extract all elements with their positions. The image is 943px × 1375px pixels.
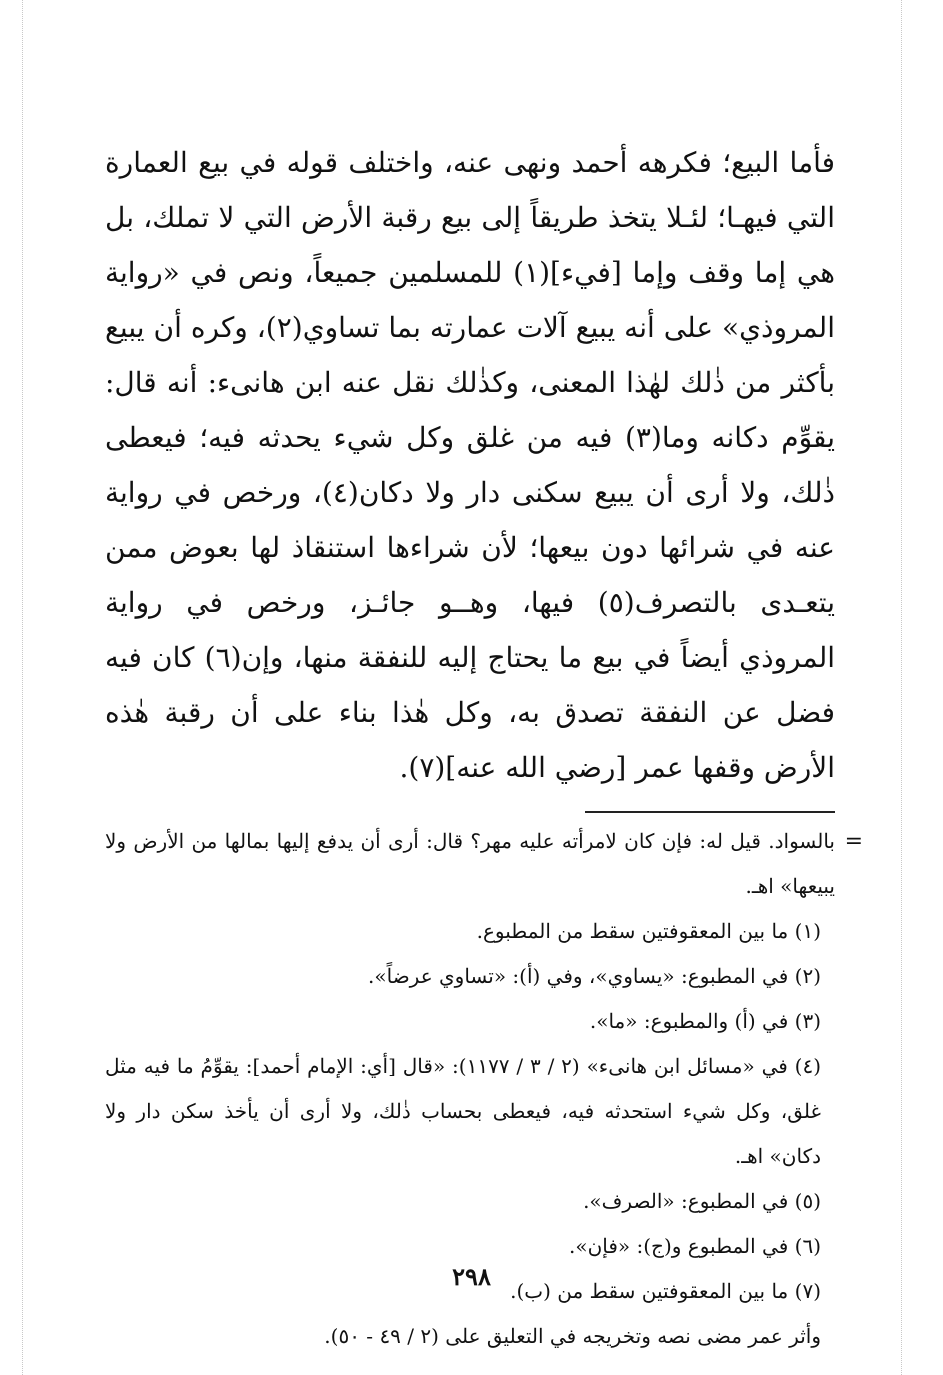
footnote-7: (٧) ما بين المعقوفتين سقط من (ب). — [510, 1279, 821, 1303]
book-page — [105, 135, 863, 1359]
page-number: ٢٩٨ — [452, 1262, 491, 1291]
footnote-3: (٣) في (أ) والمطبوع: «ما». — [589, 1009, 821, 1033]
footnote-continuation-text: بالسواد. قيل له: فإن كان لامرأته عليه مهر؟ قال: أرى أن يدفع إليها بمالها من الأرض ولا يبيعها» اهـ. — [105, 829, 835, 898]
scan-edge-right — [901, 0, 903, 1375]
footnote-7-note: وأثر عمر مضى نصه وتخريجه في التعليق على (٢ / ٤٩ - ٥٠). — [324, 1324, 821, 1348]
main-text — [105, 135, 835, 795]
footnote-2: (٢) في المطبوع: «يساوي»، وفي (أ): «تساوي عرضاً». — [368, 964, 821, 988]
scan-edge-left — [22, 0, 24, 1375]
continuation-mark: = — [844, 829, 863, 854]
footnote-5: (٥) في المطبوع: «الصرف». — [583, 1189, 821, 1213]
footnote-continuation — [105, 819, 863, 909]
footnote-6: (٦) في المطبوع و(ج): «فإن». — [568, 1234, 821, 1258]
footnote-1: (١) ما بين المعقوفتين سقط من المطبوع. — [476, 919, 821, 943]
main-paragraph: فأما البيع؛ فكرهه أحمد ونهى عنه، واختلف قوله في بيع العمارة التي فيهـا؛ لئـلا يتخذ طريقاً إلى بيع رقبة الأرض التي لا تملك، بل هي إما وقف وإما [فيء](١) للمسلمين جميعاً، ونص في «رواية المروذي» على أنه يبيع آلات عمارته بما تساوي(٢)، وكره أن يبيع بأكثر من ذٰلك لهٰذا المعنى، وكذٰلك نقل عنه ابن هانىء: أنه قال: يقوِّم دكانه وما(٣) فيه من غلق وكل شيء يحدثه فيه؛ فيعطى ذٰلك، ولا أرى أن يبيع سكنى دار ولا دكان(٤)، ورخص في رواية عنه في شرائها دون بيعها؛ لأن شراءها استنقاذ لها بعوض ممن يتعـدى بالتصرف(٥) فيها، وهــو جائـز، ورخص في رواية المروذي أيضاً في بيع ما يحتاج إليه للنفقة منها، وإن(٦) كان فيه فضل عن النفقة تصدق به، وكل هٰذا بناء على أن رقبة هٰذه الأرض وقفها عمر [رضي الله عنه](٧). — [105, 146, 836, 784]
footnote-4: (٤) في «مسائل ابن هانىء» (٢ / ٣ / ١١٧٧): «قال [أي: الإمام أحمد]: يقوِّمُ ما فيه مثل غلق، وكل شيء استحدثه فيه، فيعطى بحساب ذٰلك، ولا أرى أن يأخذ سكن دار ولا دكان» اهـ. — [105, 1054, 822, 1168]
footnote-divider — [585, 811, 835, 813]
